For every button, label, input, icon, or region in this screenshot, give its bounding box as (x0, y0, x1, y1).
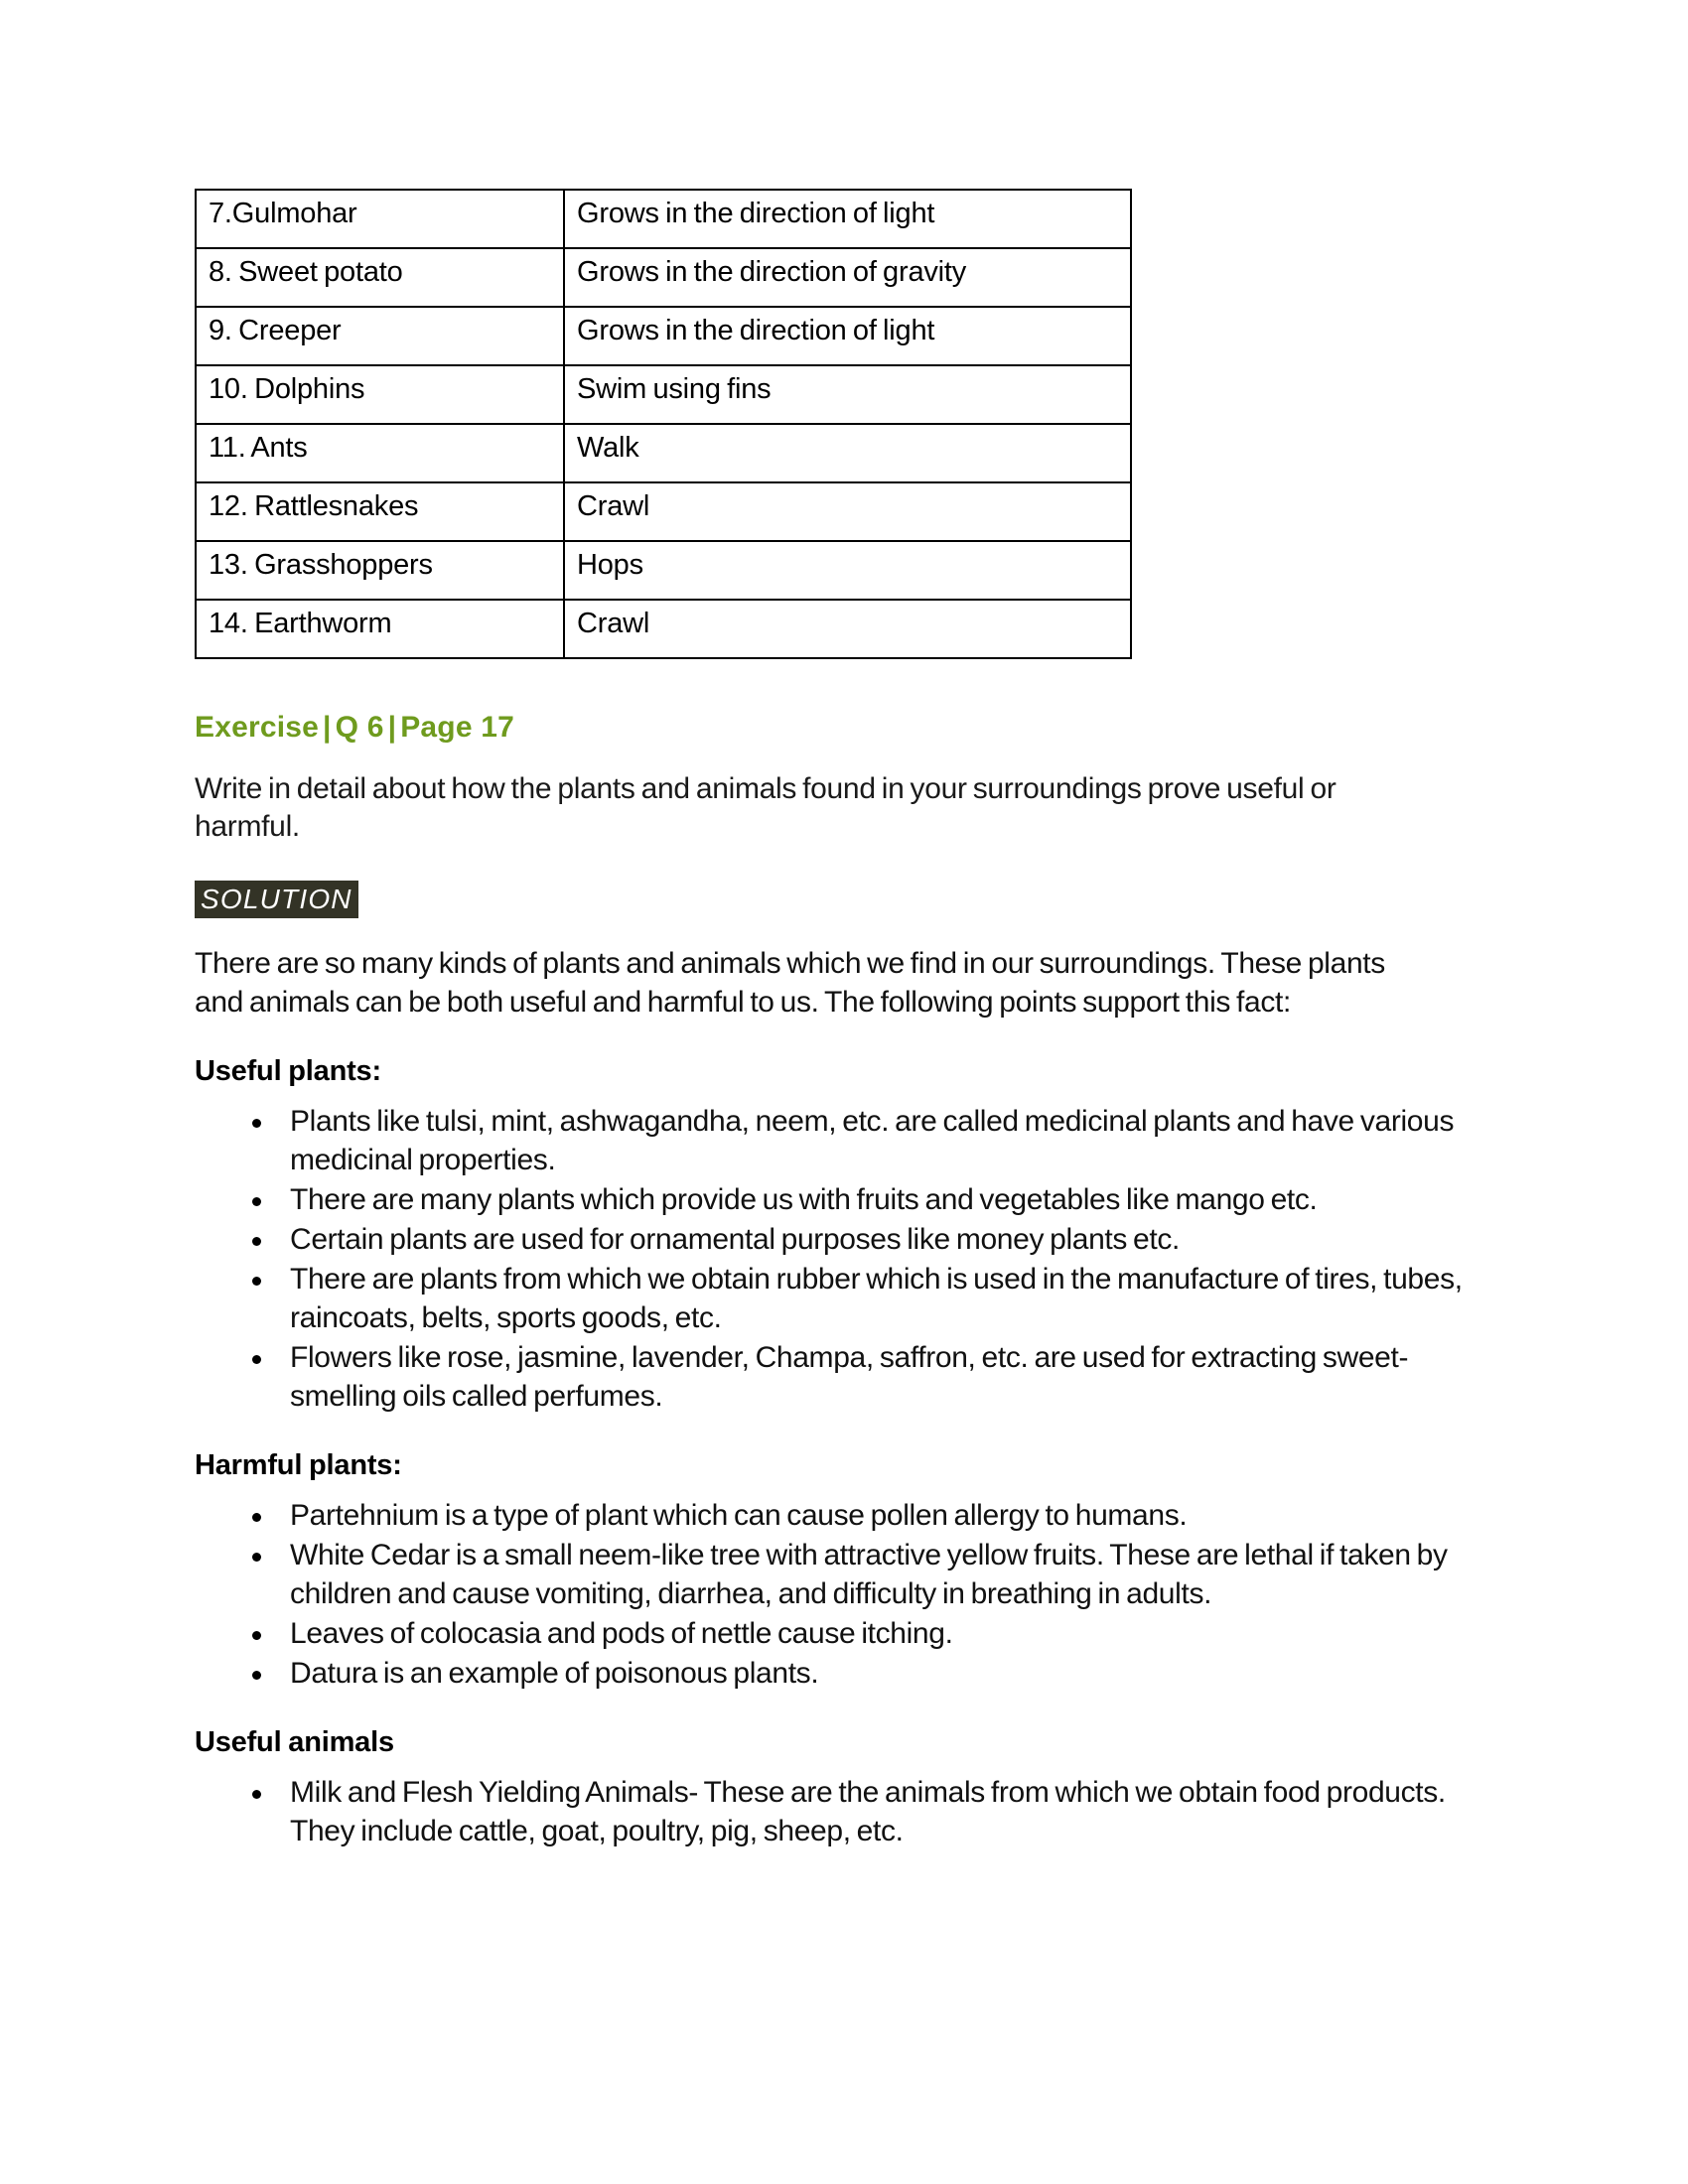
table-cell-name: 8. Sweet potato (196, 248, 564, 307)
exercise-separator-2: | (387, 711, 397, 744)
table-row (196, 190, 1131, 248)
plant-animal-habits-table (195, 189, 1132, 659)
table-cell-habit: Grows in the direction of light (564, 190, 1131, 248)
table-cell-habit: Crawl (564, 600, 1131, 658)
table-cell-name: 11. Ants (196, 424, 564, 482)
table-cell-name: 7.Gulmohar (196, 190, 564, 248)
list-item: Certain plants are used for ornamental purposes like money plants etc. (290, 1220, 1505, 1259)
exercise-heading (195, 711, 1505, 745)
table-cell-habit: Swim using fins (564, 365, 1131, 424)
table-cell-name: 10. Dolphins (196, 365, 564, 424)
page-content (195, 189, 1505, 1851)
table-row (196, 600, 1131, 658)
solution-tag-container (195, 881, 1505, 918)
list-item: There are many plants which provide us with fruits and vegetables like mango etc. (290, 1180, 1505, 1219)
exercise-question-number: Q 6 (335, 711, 384, 744)
table-cell-habit: Grows in the direction of light (564, 307, 1131, 365)
section-heading-harmful-plants: Harmful plants: (195, 1449, 402, 1482)
solution-badge: SOLUTION (195, 881, 358, 918)
table-cell-name: 12. Rattlesnakes (196, 482, 564, 541)
table-cell-name: 14. Earthworm (196, 600, 564, 658)
list-item: Leaves of colocasia and pods of nettle cause itching. (290, 1614, 1505, 1653)
table-body (196, 190, 1131, 658)
table-cell-habit: Grows in the direction of gravity (564, 248, 1131, 307)
exercise-page-number: Page 17 (400, 711, 515, 744)
table-cell-habit: Hops (564, 541, 1131, 600)
table-cell-name: 13. Grasshoppers (196, 541, 564, 600)
bullet-list-harmful-plants (195, 1496, 1505, 1693)
list-item: There are plants from which we obtain rubber which is used in the manufacture of tires, tubes, raincoats, belts, sports goods, etc. (290, 1260, 1505, 1337)
table-row (196, 482, 1131, 541)
list-item: Flowers like rose, jasmine, lavender, Champa, saffron, etc. are used for extracting sweet-smelling oils called perfumes. (290, 1338, 1505, 1416)
section-heading-useful-animals: Useful animals (195, 1726, 394, 1759)
list-item: Datura is an example of poisonous plants. (290, 1654, 1505, 1693)
table-cell-name: 9. Creeper (196, 307, 564, 365)
list-item: Partehnium is a type of plant which can cause pollen allergy to humans. (290, 1496, 1505, 1535)
table-cell-habit: Walk (564, 424, 1131, 482)
table-row (196, 541, 1131, 600)
exercise-label: Exercise (195, 711, 320, 744)
table-row (196, 424, 1131, 482)
section-heading-useful-plants: Useful plants: (195, 1055, 381, 1088)
table-row (196, 307, 1131, 365)
bullet-list-useful-plants (195, 1102, 1505, 1416)
question-text: Write in detail about how the plants and animals found in your surroundings prove useful or harmful. (195, 772, 1336, 844)
list-item: Milk and Flesh Yielding Animals- These are the animals from which we obtain food products. They include cattle, goat, poultry, pig, sheep, etc. (290, 1773, 1505, 1850)
solution-intro-paragraph: There are so many kinds of plants and animals which we find in our surroundings. These plants and animals can be both useful and harmful to us. The following points support this fact: (195, 947, 1385, 1020)
table-row (196, 248, 1131, 307)
list-item: White Cedar is a small neem-like tree with attractive yellow fruits. These are lethal if taken by children and cause vomiting, diarrhea, and difficulty in breathing in adults. (290, 1536, 1505, 1613)
list-item: Plants like tulsi, mint, ashwagandha, neem, etc. are called medicinal plants and have various medicinal properties. (290, 1102, 1505, 1179)
bullet-list-useful-animals (195, 1773, 1505, 1850)
table-cell-habit: Crawl (564, 482, 1131, 541)
table-row (196, 365, 1131, 424)
exercise-separator-1: | (323, 711, 332, 744)
